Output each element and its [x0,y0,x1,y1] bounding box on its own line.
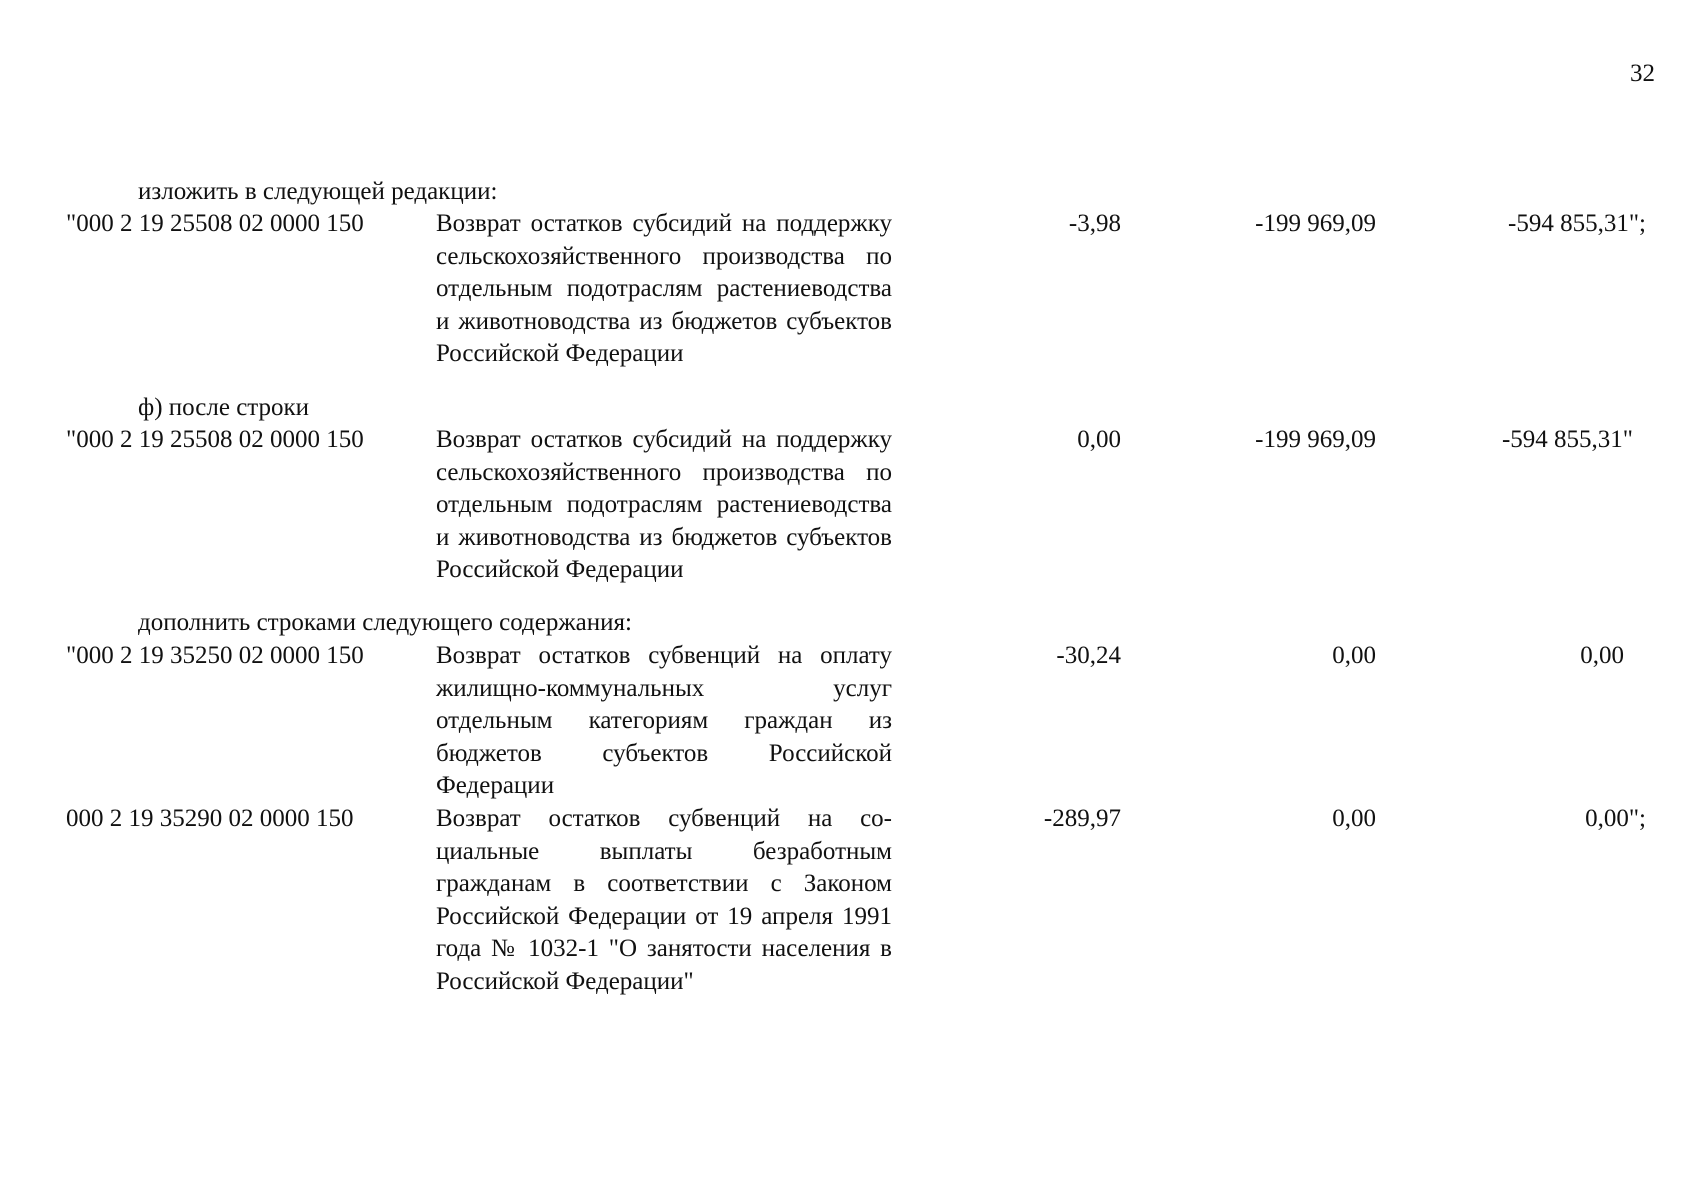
row-code: "000 2 19 25508 02 0000 150 [66,210,364,237]
row-value-1: 0,00 [1077,426,1121,453]
row-value-3: 0,00"; [1585,805,1646,832]
row-value-3: -594 855,31" [1501,426,1633,453]
row-value-1: -3,98 [1068,210,1121,237]
row-code: "000 2 19 25508 02 0000 150 [66,426,364,453]
paragraph-after-row: ф) после строки [138,394,310,421]
row-value-2: -199 969,09 [1255,426,1376,453]
row-value-3: -594 855,31"; [1508,210,1646,237]
paragraph-add-rows: дополнить строками следующего содержания: [138,609,632,636]
row-value-2: 0,00 [1332,805,1376,832]
row-description: Возврат остатков субвенций на социальные выплаты безработным гражданам в соответствии с Законом Российской Федерации от 19 апреля 1991 года № 1032-1 "О занятости населения в Российской Федерации" [436,805,892,995]
row-value-2: 0,00 [1332,642,1376,669]
row-value-1: -30,24 [1056,642,1121,669]
row-code: 000 2 19 35290 02 0000 150 [66,805,354,832]
row-value-1: -289,97 [1043,805,1121,832]
row-value-3: 0,00 [1580,642,1624,669]
row-description: Возврат остатков субсидий на поддержку сельскохозяйственного производства по отдельным подотраслям растениеводства и животноводства из бюджетов субъектов Российской Федерации [436,426,892,583]
row-value-2: -199 969,09 [1255,210,1376,237]
page-number: 32 [1630,60,1655,87]
row-description: Возврат остатков субсидий на поддержку сельскохозяйственного производства по отдельным подотраслям растениеводства и животноводства из бюджетов субъектов Российской Федерации [436,210,892,367]
row-description: Возврат остатков субвенций на оплату жилищно-коммунальных услуг отдельным категориям граждан из бюджетов субъектов Российской Федерации [436,642,892,799]
paragraph-intro-edit: изложить в следующей редакции: [138,178,498,205]
row-code: "000 2 19 35250 02 0000 150 [66,642,364,669]
